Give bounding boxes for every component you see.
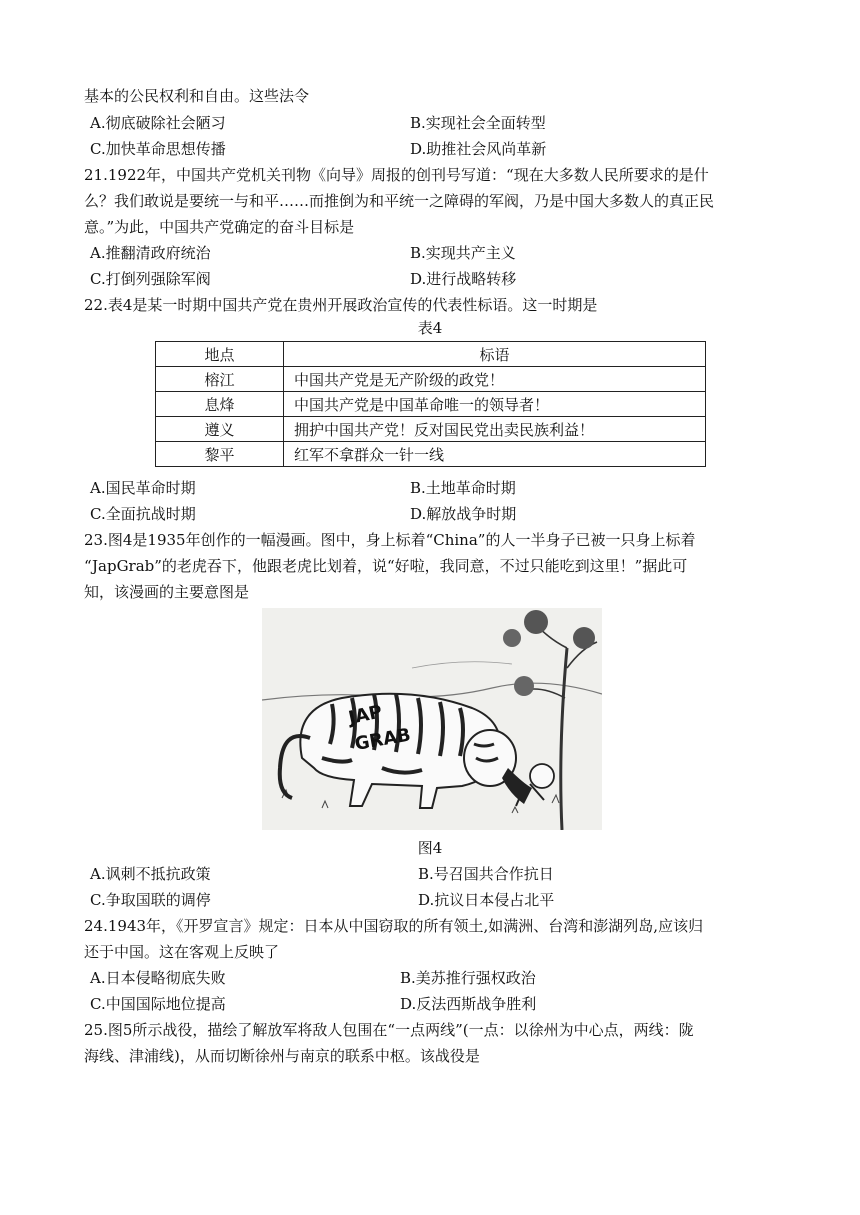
table-cell-slogan: 红军不拿群众一针一线	[284, 442, 706, 467]
q21-line-3: 意。”为此，中国共产党确定的奋斗目标是	[84, 218, 355, 236]
tiger-cartoon-image	[262, 608, 602, 830]
q23-option-c: C.争取国联的调停	[90, 891, 211, 909]
table-title: 表4	[417, 319, 443, 337]
q22-option-d: D.解放战争时期	[410, 505, 517, 523]
q21-option-b: B.实现共产主义	[410, 244, 516, 262]
q24-line-1: 24.1943年，《开罗宣言》规定：日本从中国窃取的所有领土,如满洲、台湾和澎湖列岛,应该归	[84, 917, 704, 935]
table-cell-place: 榕江	[156, 367, 284, 392]
q21-option-a: A.推翻清政府统治	[90, 244, 211, 262]
table-row	[156, 417, 706, 442]
intro-line: 基本的公民权利和自由。这些法令	[84, 87, 310, 105]
q23-line-2: “JapGrab”的老虎吞下，他跟老虎比划着，说“好啦，我同意，不过只能吃到这里！”据此可	[84, 557, 688, 575]
figure-caption: 图4	[417, 839, 443, 857]
table-cell-place: 息烽	[156, 392, 284, 417]
q22-option-a: A.国民革命时期	[90, 479, 196, 497]
table-cell-place: 黎平	[156, 442, 284, 467]
q24-option-a: A.日本侵略彻底失败	[90, 969, 226, 987]
q23-option-a: A.讽刺不抵抗政策	[90, 865, 211, 883]
q21-line-1: 21.1922年，中国共产党机关刊物《向导》周报的创刊号写道：“现在大多数人民所要求的是什	[84, 166, 709, 184]
table-cell-slogan: 拥护中国共产党！反对国民党出卖民族利益！	[284, 417, 706, 442]
q20-option-c: C.加快革命思想传播	[90, 140, 226, 158]
tiger-label-grab: GRAB	[353, 724, 413, 755]
q23-option-b: B.号召国共合作抗日	[418, 865, 554, 883]
q21-line-2: 么？我们敢说是要统一与和平……而推倒为和平统一之障碍的军阀，乃是中国大多数人的真正民	[84, 192, 715, 210]
table-cell-slogan: 中国共产党是中国革命唯一的领导者！	[284, 392, 706, 417]
tiger-cartoon-drawing	[262, 608, 602, 830]
table-cell-place: 遵义	[156, 417, 284, 442]
table-row	[156, 392, 706, 417]
table-row	[156, 442, 706, 467]
q24-option-c: C.中国国际地位提高	[90, 995, 226, 1013]
q23-option-d: D.抗议日本侵占北平	[418, 891, 555, 909]
q21-option-c: C.打倒列强除军阀	[90, 270, 211, 288]
slogan-table	[155, 341, 706, 467]
q20-option-d: D.助推社会风尚革新	[410, 140, 547, 158]
q21-option-d: D.进行战略转移	[410, 270, 517, 288]
q22-line-1: 22.表4是某一时期中国共产党在贵州开展政治宣传的代表性标语。这一时期是	[84, 296, 598, 314]
q25-line-1: 25.图5所示战役，描绘了解放军将敌人包围在“一点两线”(一点：以徐州为中心点，两线：陇	[84, 1021, 694, 1039]
q20-option-b: B.实现社会全面转型	[410, 114, 546, 132]
q20-option-a: A.彻底破除社会陋习	[90, 114, 226, 132]
q24-option-d: D.反法西斯战争胜利	[400, 995, 537, 1013]
tiger-label-jap: JAP	[346, 701, 385, 729]
q24-line-2: 还于中国。这在客观上反映了	[84, 943, 280, 961]
table-header: 标语	[284, 342, 706, 367]
q22-option-c: C.全面抗战时期	[90, 505, 196, 523]
table-header-row	[156, 342, 706, 367]
q23-line-1: 23.图4是1935年创作的一幅漫画。图中，身上标着“China”的人一半身子已被一只身上标着	[84, 531, 696, 549]
q22-option-b: B.土地革命时期	[410, 479, 516, 497]
table-cell-slogan: 中国共产党是无产阶级的政党！	[284, 367, 706, 392]
table-header: 地点	[156, 342, 284, 367]
table-row	[156, 367, 706, 392]
q25-line-2: 海线、津浦线)，从而切断徐州与南京的联系中枢。该战役是	[84, 1047, 480, 1065]
q24-option-b: B.美苏推行强权政治	[400, 969, 536, 987]
q23-line-3: 知，该漫画的主要意图是	[84, 583, 250, 601]
